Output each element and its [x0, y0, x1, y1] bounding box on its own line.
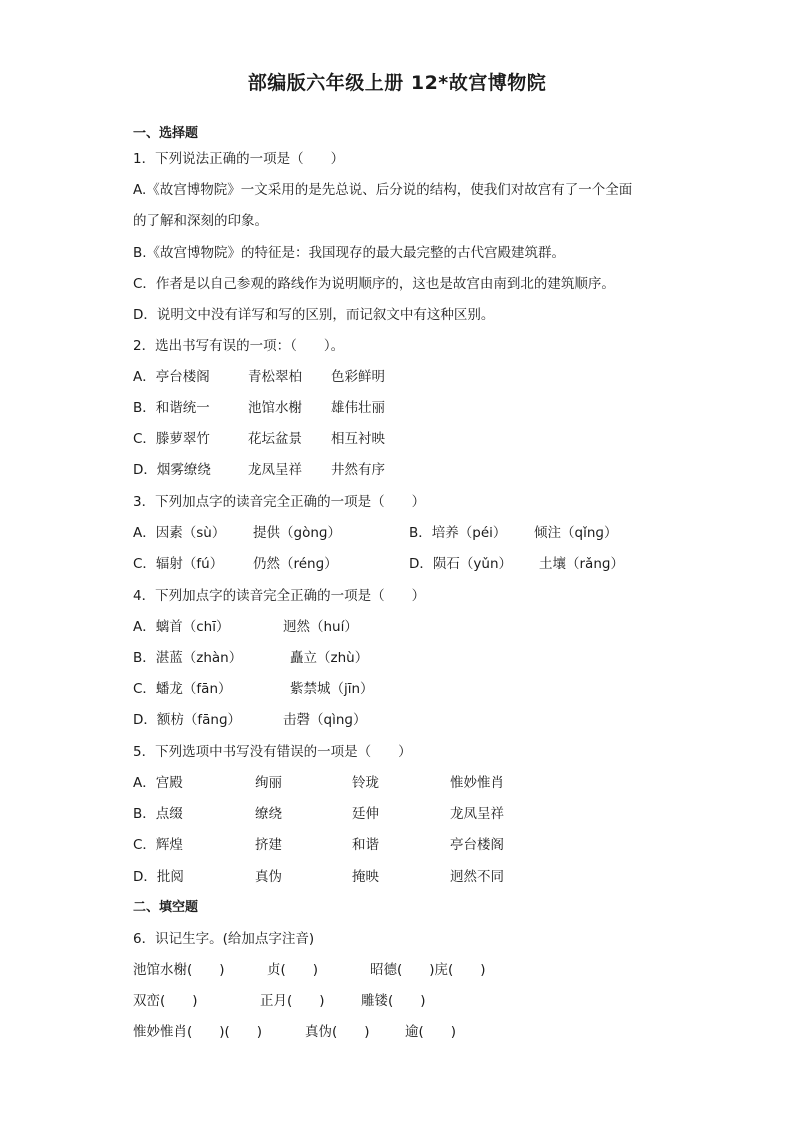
question-2-stem: 2．选出书写有误的一项：（ ）。 [133, 338, 345, 354]
option-word: 土壤（rǎnɡ） [539, 556, 624, 572]
option-word: 花坛盆景 [248, 431, 302, 447]
fill-blank-item: 池馆水榭( ) [133, 962, 225, 978]
question-1-stem: 1．下列说法正确的一项是（ ） [133, 151, 345, 167]
question-1-option-d: D．说明文中没有详写和写的区别，而记叙文中有这种区别。 [133, 307, 495, 323]
option-word: A．宫殿 [133, 775, 183, 791]
option-word: A．螭首（chī） [133, 619, 230, 635]
option-word: 和谐 [352, 837, 379, 853]
option-word: 仍然（rénɡ） [253, 556, 338, 572]
question-1-option-a-cont: 的了解和深刻的印象。 [133, 213, 268, 229]
fill-blank-item: 昭德( )庑( ) [370, 962, 486, 978]
option-word: B．和谐统一 [133, 400, 210, 416]
fill-blank-item: 双峦( ) [133, 993, 198, 1009]
fill-blank-item: 逾( ) [405, 1024, 457, 1040]
section-heading-choice: 一、选择题 [133, 126, 199, 141]
option-word: 池馆水榭 [248, 400, 302, 416]
option-word: A．因素（sù） [133, 525, 226, 541]
option-word: C．滕萝翠竹 [133, 431, 210, 447]
option-word: 矗立（zhù） [290, 650, 369, 666]
option-word: 相互衬映 [331, 431, 385, 447]
option-word: D．额枋（fānɡ） [133, 712, 242, 728]
option-word: B．点缀 [133, 806, 183, 822]
option-word: 龙凤呈祥 [450, 806, 504, 822]
option-word: 色彩鲜明 [331, 369, 385, 385]
option-word: C．辐射（fú） [133, 556, 224, 572]
question-4-stem: 4．下列加点字的读音完全正确的一项是（ ） [133, 588, 426, 604]
question-1-option-b: B.《故宫博物院》的特征是：我国现存的最大最完整的古代宫殿建筑群。 [133, 245, 566, 261]
option-word: 龙凤呈祥 [248, 462, 302, 478]
option-word: B．湛蓝（zhàn） [133, 650, 243, 666]
option-word: 亭台楼阁 [450, 837, 504, 853]
option-word: 绚丽 [255, 775, 282, 791]
option-word: D．烟雾缭绕 [133, 462, 211, 478]
option-word: 惟妙惟肖 [450, 775, 504, 791]
option-word: D．批阅 [133, 869, 184, 885]
option-word: 挤建 [255, 837, 282, 853]
option-word: 真伪 [255, 869, 282, 885]
fill-blank-item: 贞( ) [267, 962, 319, 978]
option-word: D．陨石（yǔn） [409, 556, 512, 572]
question-3-stem: 3．下列加点字的读音完全正确的一项是（ ） [133, 494, 426, 510]
option-word: 紫禁城（jīn） [290, 681, 374, 697]
option-word: C．辉煌 [133, 837, 183, 853]
option-word: 井然有序 [331, 462, 385, 478]
option-word: A．亭台楼阁 [133, 369, 210, 385]
option-word: 缭绕 [255, 806, 282, 822]
option-word: 迥然（huí） [283, 619, 358, 635]
option-word: B．培养（péi） [409, 525, 507, 541]
question-1-option-a: A.《故宫博物院》一文采用的是先总说、后分说的结构，使我们对故宫有了一个全面 [133, 182, 633, 198]
question-6-stem: 6．识记生字。(给加点字注音) [133, 931, 315, 947]
option-word: 提供（gònɡ） [253, 525, 341, 541]
question-1-option-c: C．作者是以自己参观的路线作为说明顺序的，这也是故宫由南到北的建筑顺序。 [133, 276, 615, 292]
option-word: 击磬（qìnɡ） [283, 712, 367, 728]
option-word: 青松翠柏 [248, 369, 302, 385]
option-word: C．蟠龙（fān） [133, 681, 232, 697]
question-5-stem: 5．下列选项中书写没有错误的一项是（ ） [133, 744, 412, 760]
option-word: 倾注（qǐnɡ） [534, 525, 618, 541]
option-word: 掩映 [352, 869, 379, 885]
fill-blank-item: 惟妙惟肖( )( ) [133, 1024, 263, 1040]
fill-blank-item: 正月( ) [260, 993, 325, 1009]
section-heading-fill: 二、填空题 [133, 900, 199, 915]
fill-blank-item: 真伪( ) [305, 1024, 370, 1040]
fill-blank-item: 雕镂( ) [361, 993, 426, 1009]
option-word: 雄伟壮丽 [331, 400, 385, 416]
page-title: 部编版六年级上册 12*故宫博物院 [247, 72, 547, 94]
option-word: 廷伸 [352, 806, 379, 822]
option-word: 迥然不同 [450, 869, 504, 885]
option-word: 铃珑 [352, 775, 379, 791]
